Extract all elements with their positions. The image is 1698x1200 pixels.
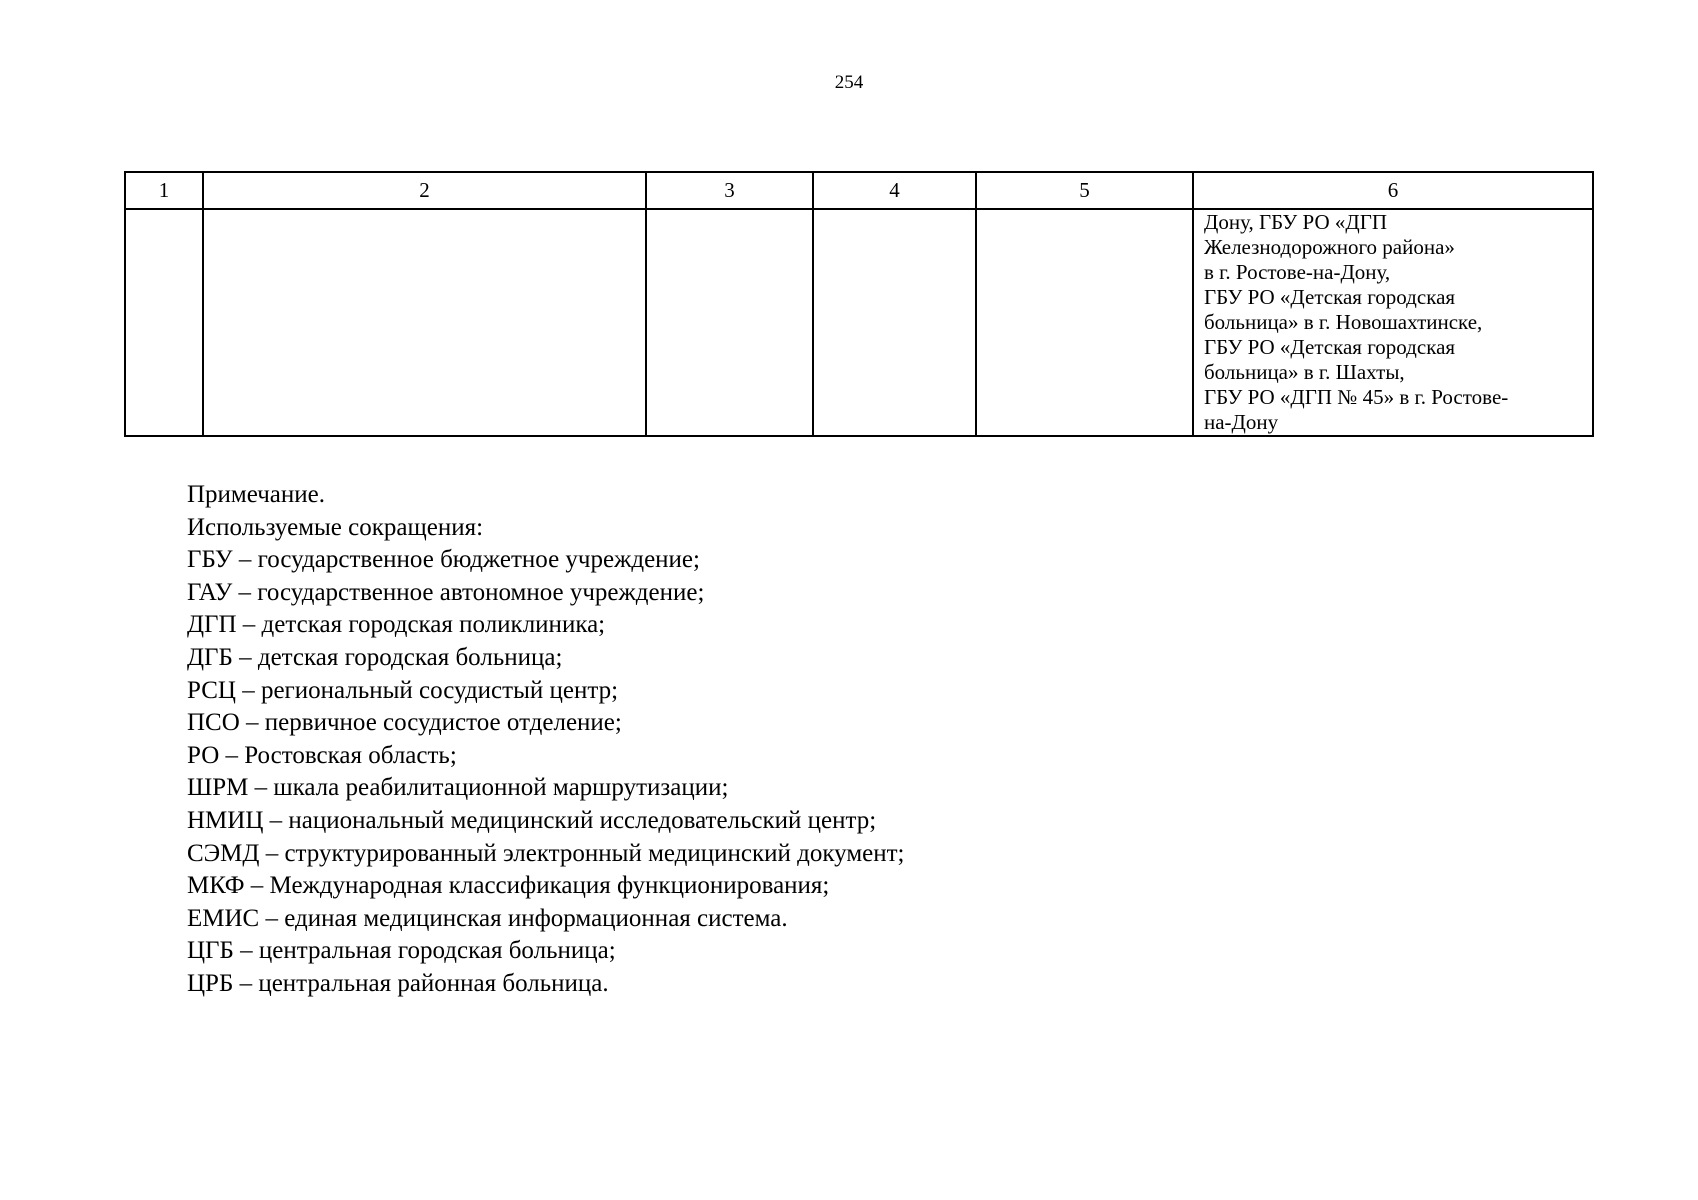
abbreviation-item: ГБУ – государственное бюджетное учреждение; — [187, 546, 700, 574]
cell-text-line: Дону, ГБУ РО «ДГП — [1204, 210, 1388, 234]
cell-text-line: на-Дону — [1204, 410, 1279, 434]
table-row — [125, 209, 1593, 436]
abbreviation-item: МКФ – Международная классификация функционирования; — [187, 872, 830, 900]
column-header-2: 2 — [203, 172, 646, 209]
cell-text-line: ГБУ РО «Детская городская — [1204, 285, 1456, 309]
abbreviation-item: ДГП – детская городская поликлиника; — [187, 611, 606, 639]
page-number: 254 — [834, 72, 864, 93]
column-header-5: 5 — [976, 172, 1193, 209]
cell-text-line: Железнодорожного района» — [1204, 235, 1455, 259]
data-table — [124, 171, 1594, 437]
cell-text-line: ГБУ РО «ДГП № 45» в г. Ростове- — [1204, 385, 1509, 409]
table-cell-col4 — [813, 209, 976, 436]
column-header-3: 3 — [646, 172, 813, 209]
abbreviation-item: НМИЦ – национальный медицинский исследовательский центр; — [187, 806, 877, 834]
abbreviation-item: РО – Ростовская область; — [187, 741, 457, 769]
cell-text-line: ГБУ РО «Детская городская — [1204, 335, 1456, 359]
cell-text-line: больница» в г. Новошахтинске, — [1204, 310, 1483, 334]
notes-title: Примечание. — [187, 481, 326, 508]
abbreviation-item: СЭМД – структурированный электронный медицинский документ; — [187, 839, 905, 867]
column-header-6: 6 — [1193, 172, 1593, 209]
table-header-row — [125, 172, 1593, 209]
abbreviation-item: ЦГБ – центральная городская больница; — [187, 937, 616, 965]
abbreviation-item: ГАУ – государственное автономное учреждение; — [187, 578, 705, 606]
abbreviation-item: ДГБ – детская городская больница; — [187, 643, 563, 671]
notes-section — [187, 479, 905, 1001]
table-cell-col3 — [646, 209, 813, 436]
notes-subtitle: Используемые сокращения: — [187, 513, 484, 541]
table-cell-col1 — [125, 209, 203, 436]
abbreviation-item: РСЦ – региональный сосудистый центр; — [187, 676, 619, 704]
column-header-4: 4 — [813, 172, 976, 209]
table-cell-col6 — [1193, 209, 1593, 436]
abbreviation-item: ЕМИС – единая медицинская информационная система. — [187, 904, 788, 932]
table-cell-col2 — [203, 209, 646, 436]
abbreviation-item: ПСО – первичное сосудистое отделение; — [187, 709, 622, 737]
cell-text-line: больница» в г. Шахты, — [1204, 360, 1405, 384]
column-header-1: 1 — [125, 172, 203, 209]
abbreviation-item: ШРМ – шкала реабилитационной маршрутизации; — [187, 774, 729, 802]
table-cell-col5 — [976, 209, 1193, 436]
cell-text-line: в г. Ростове-на-Дону, — [1204, 260, 1391, 284]
abbreviation-item: ЦРБ – центральная районная больница. — [187, 969, 609, 997]
